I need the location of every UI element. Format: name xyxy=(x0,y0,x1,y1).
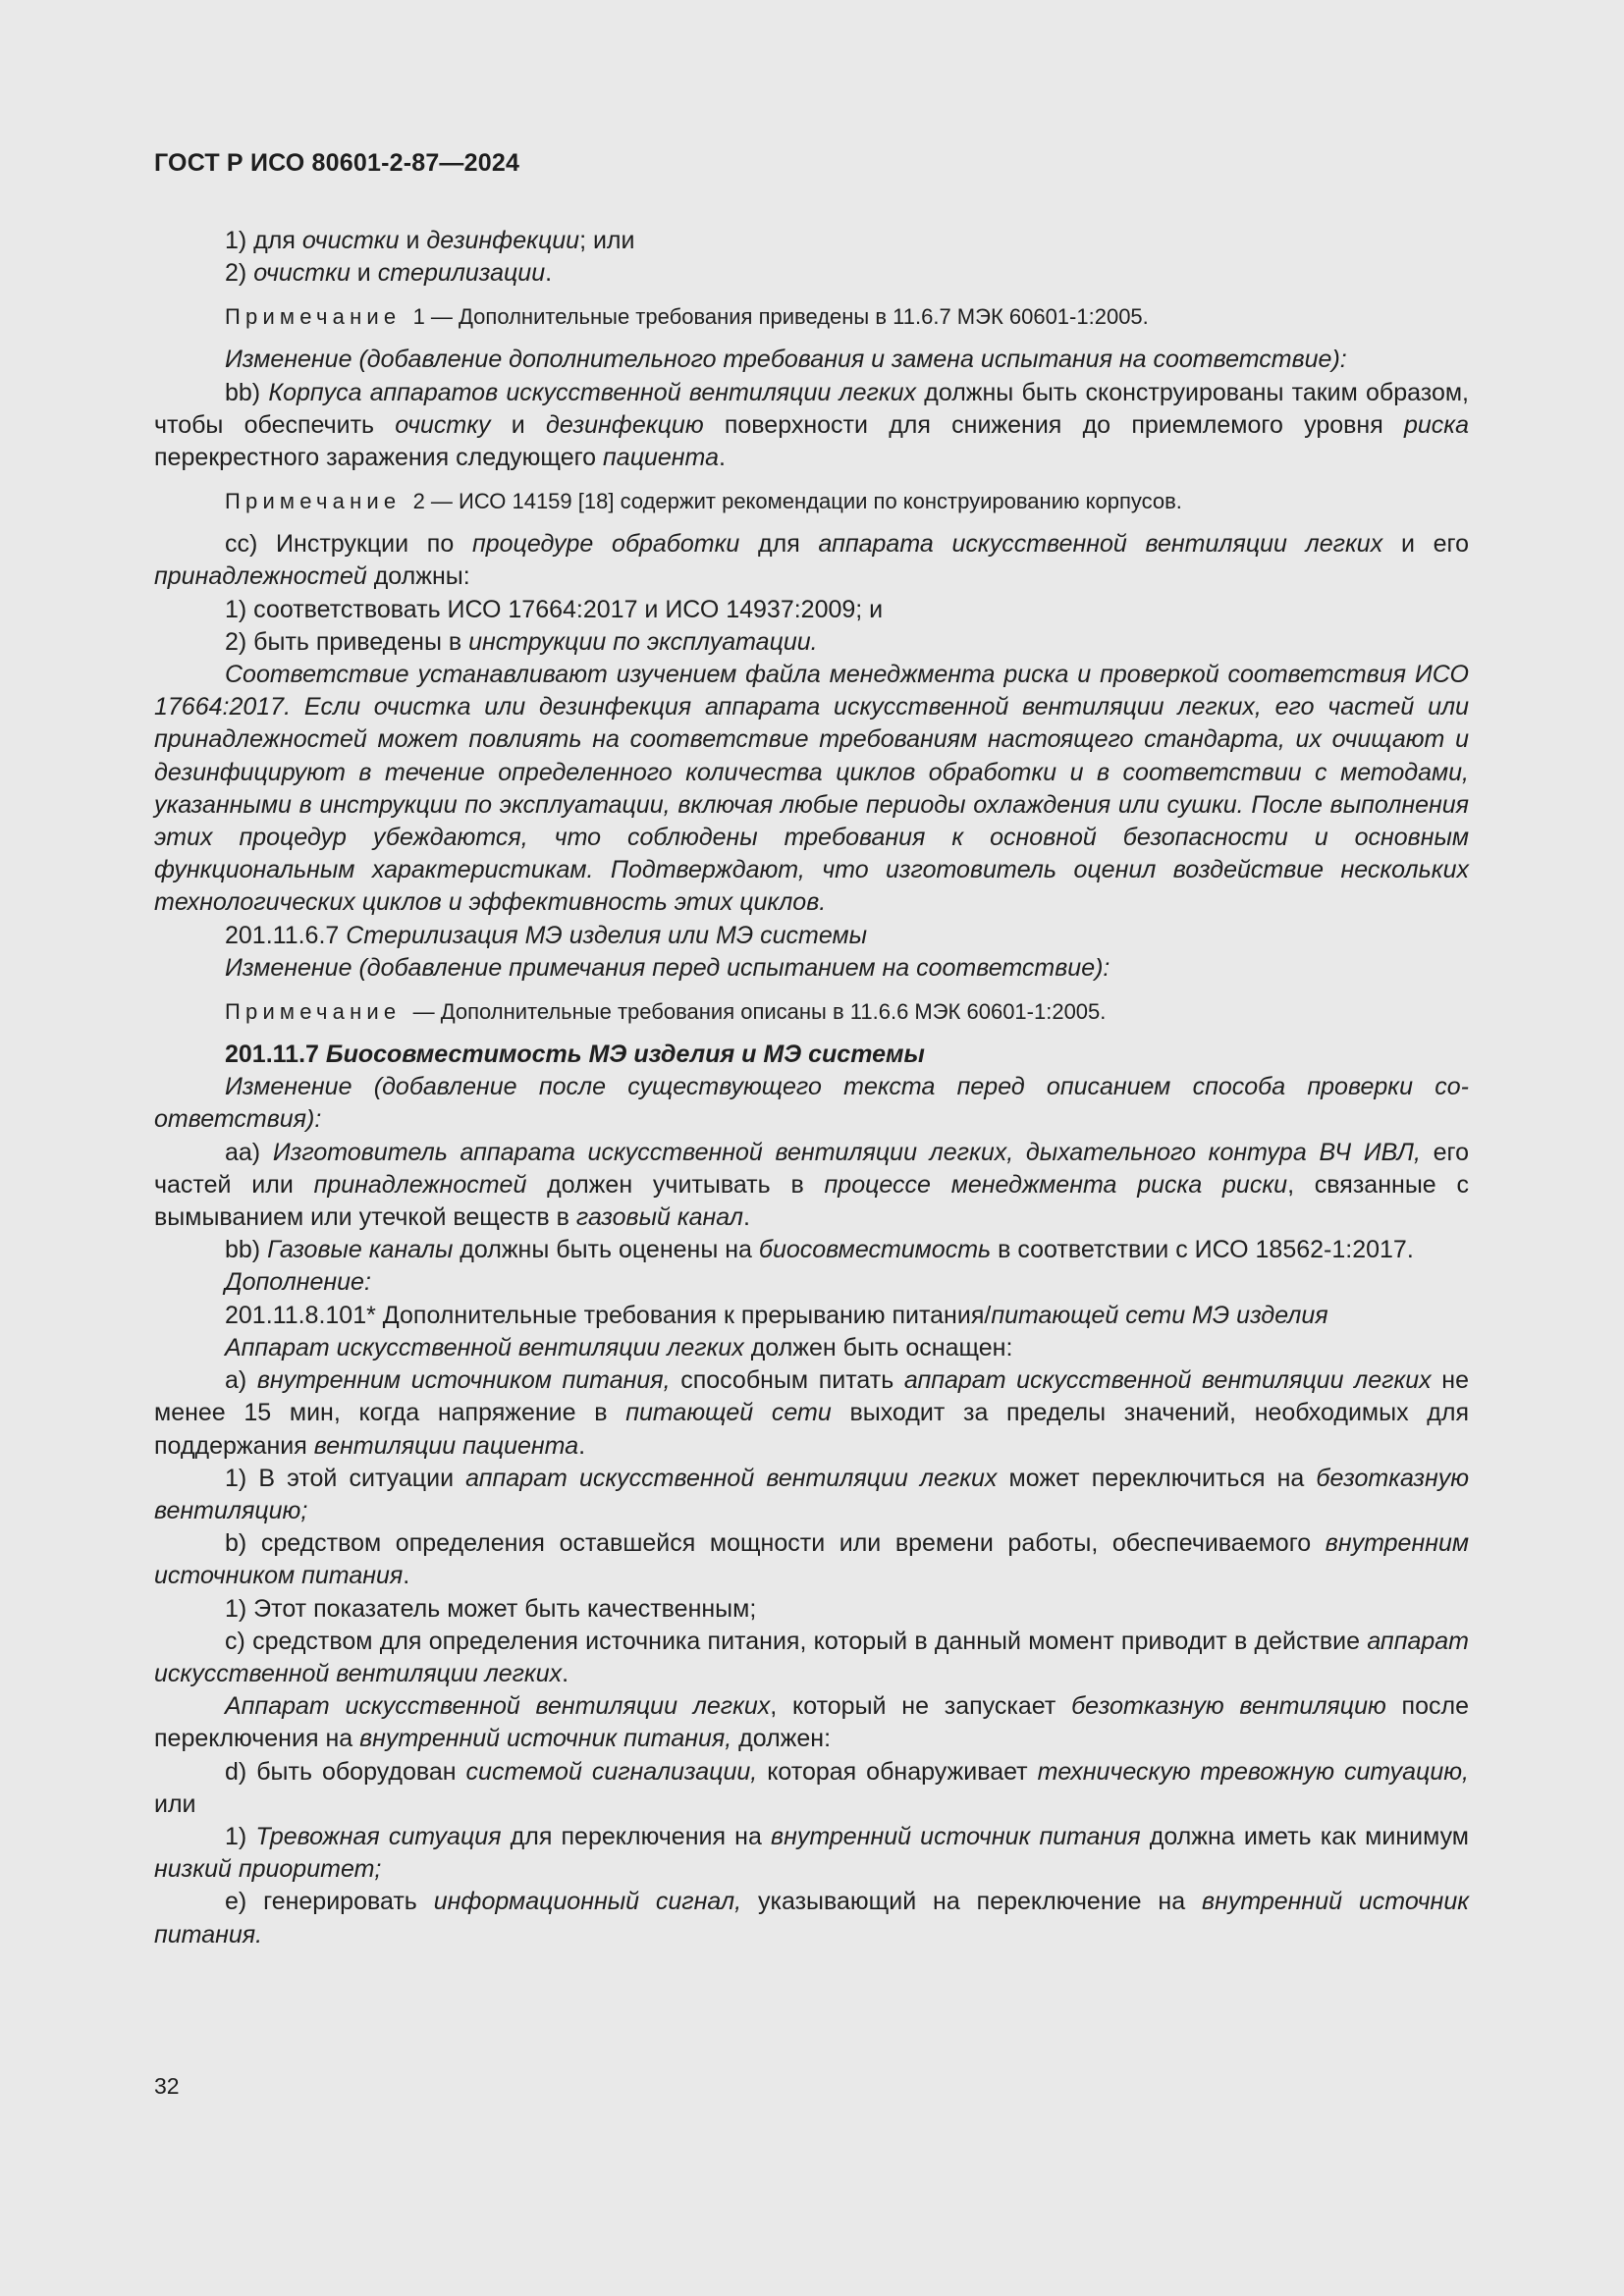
text-run: bb) xyxy=(225,1236,268,1264)
note-label: Примечание xyxy=(225,304,402,330)
document-header: ГОСТ Р ИСО 80601-2-87—2024 xyxy=(154,149,520,177)
italic-term: аппарат искусственной вентиляции легких xyxy=(154,1627,1469,1687)
italic-term: аппарат искусственной вентиляции легких xyxy=(903,1366,1432,1395)
text-run: его частей или xyxy=(154,1138,1469,1199)
text-run: для переключения на xyxy=(501,1822,772,1850)
italic-term: Стерилизация МЭ изделия или МЭ системы xyxy=(346,921,868,949)
italic-term: принадлежностей xyxy=(154,562,367,591)
italic-term: дезинфекции xyxy=(426,227,580,254)
italic-term: инструкции по эксплуатации. xyxy=(468,627,818,656)
italic-term: Тревожная ситуация xyxy=(255,1822,502,1850)
italic-term: Аппарат искусственной вентиляции легких xyxy=(225,1692,771,1721)
text-run: в соответствии с ИСО 18562-1:2017. xyxy=(991,1236,1414,1264)
amendment-line xyxy=(154,344,1469,376)
italic-term: газовый канал xyxy=(575,1203,744,1232)
note-text: — Дополнительные требования описаны в 11.6.6 МЭК 60601-1:2005. xyxy=(412,999,1107,1025)
italic-term: Аппарат искусственной вентиляции легких xyxy=(225,1333,744,1362)
note-text: 2 — ИСО 14159 [18] содержит рекомендации по конструированию корпусов. xyxy=(412,489,1182,514)
italic-term: процедуре обработки xyxy=(471,530,740,559)
page-body xyxy=(154,225,1469,1951)
text-run: . xyxy=(562,1659,569,1687)
italic-term: Газовые каналы xyxy=(267,1236,454,1264)
text-run: 2) xyxy=(225,259,254,288)
italic-term: внутренний источник питания, xyxy=(359,1725,732,1753)
italic-term: внутренний источник питания. xyxy=(154,1888,1470,1949)
text-run: может переключиться на xyxy=(997,1464,1317,1492)
text-run: и xyxy=(350,259,378,288)
text-run: , связанные с вымыванием или утечкой веществ в xyxy=(154,1170,1469,1232)
text-run: . xyxy=(578,1431,586,1460)
text-run: должна иметь как минимум xyxy=(1140,1822,1469,1850)
text-run: . xyxy=(545,259,553,288)
text-run: d) быть оборудован xyxy=(225,1757,466,1786)
text-run: и xyxy=(399,227,427,254)
paragraph xyxy=(154,1821,1469,1886)
text-run: 1) Этот показатель может быть качественным; xyxy=(225,1594,757,1623)
italic-term: стерилизации xyxy=(377,259,546,288)
text-run: перекрестного заражения следующего xyxy=(154,444,604,472)
italic-term: Соответствие устанавливают изучением файла менеджмента риска и проверкой соответствия ИСО 17664:2017. Если очистка или дезинфекция аппарата искусственной вентиляции легких, его частей или принадлежностей может повлиять на соответствие требованиям настоящего стандарта, их очищают и дезинфицируют в течение определенного количества циклов обработки и в соответствии с методами, указанными в инструкции по эксплуатации, включая любые периоды охлаждения или сушки. После выполнения этих процедур убеждаются, что соблюдены требования к основной безопасности и основным функциональным характеристикам. Подтверждают, что изготовитель оценил воздействие нескольких технологических циклов и эффективность этих циклов. xyxy=(154,661,1469,917)
italic-term: аппарата искусственной вентиляции легких xyxy=(818,530,1383,559)
text-run: ; или xyxy=(579,227,635,254)
section-title xyxy=(154,920,1469,952)
text-run: 1) для xyxy=(225,227,302,254)
text-run: e) генерировать xyxy=(225,1888,434,1916)
text-run: 1) xyxy=(225,1822,256,1850)
note xyxy=(154,302,1469,332)
italic-term: питающей сети xyxy=(625,1399,832,1427)
italic-term: Дополнение: xyxy=(225,1268,371,1297)
text-run: должен быть оснащен: xyxy=(743,1333,1013,1362)
section-title xyxy=(154,1300,1469,1332)
amendment-line xyxy=(154,1071,1469,1136)
italic-term: риска xyxy=(1404,410,1470,439)
text-run: . xyxy=(719,444,726,472)
paragraph xyxy=(154,1756,1469,1821)
note-text: 1 — Дополнительные требования приведены в 11.6.7 МЭК 60601-1:2005. xyxy=(412,304,1149,330)
italic-term: системой сигнализации, xyxy=(465,1757,758,1786)
italic-term: внутренним источником питания xyxy=(154,1529,1469,1590)
italic-term: Корпуса аппаратов искусственной вентиляции легких xyxy=(268,378,917,406)
italic-term: внутренний источник питания xyxy=(771,1822,1141,1850)
italic-term: дезинфекцию xyxy=(546,410,704,439)
text-run: и xyxy=(490,410,547,439)
list-item xyxy=(154,594,1469,626)
text-run: . xyxy=(403,1562,410,1590)
text-run: не менее 15 мин, когда напряжение в xyxy=(154,1366,1469,1427)
text-run: должны быть сконструированы таким образом, чтобы обеспечить xyxy=(154,378,1469,439)
italic-term: низкий приоритет; xyxy=(154,1855,382,1884)
paragraph xyxy=(154,1234,1469,1266)
paragraph xyxy=(154,1527,1469,1592)
paragraph xyxy=(154,1137,1469,1235)
text-run: которая обнаруживает xyxy=(757,1757,1038,1786)
italic-term: питающей сети МЭ изделия xyxy=(991,1301,1328,1329)
italic-term: принадлежностей xyxy=(313,1170,527,1199)
paragraph xyxy=(154,1463,1469,1527)
italic-term: информационный сигнал, xyxy=(433,1888,742,1916)
italic-term: внутренним источником питания, xyxy=(256,1366,671,1395)
text-run: должен учитывать в xyxy=(526,1170,825,1199)
text-run: выходит за пределы значений, необходимых для поддержания xyxy=(154,1399,1469,1460)
italic-term: безотказную вентиляцию; xyxy=(154,1464,1470,1524)
italic-term: техническую тревожную ситуацию, xyxy=(1037,1757,1470,1786)
italic-term: Биосовместимость МЭ изделия и МЭ системы xyxy=(325,1041,925,1069)
italic-term: Изменение (добавление примечания перед испытанием на соответствие): xyxy=(225,953,1110,982)
text-run: способным питать xyxy=(670,1366,904,1395)
paragraph xyxy=(154,377,1469,475)
italic-term: пациента xyxy=(603,444,719,472)
italic-term: безотказную вентиляцию xyxy=(1071,1692,1386,1721)
compliance-paragraph xyxy=(154,659,1469,920)
text-run: аа) xyxy=(225,1138,273,1166)
note xyxy=(154,997,1469,1027)
italic-term: биосовместимость xyxy=(758,1236,992,1264)
section-heading xyxy=(154,1039,1469,1071)
paragraph xyxy=(154,1886,1469,1950)
italic-term: аппарат искусственной вентиляции легких xyxy=(465,1464,998,1492)
list-item xyxy=(154,257,1469,290)
note-label: Примечание xyxy=(225,489,402,514)
italic-term: вентиляции пациента xyxy=(313,1431,579,1460)
text-run: 2) быть приведены в xyxy=(225,627,469,656)
note-label: Примечание xyxy=(225,999,402,1025)
text-run: указывающий на переключение на xyxy=(741,1888,1203,1916)
text-run: b) средством определения оставшейся мощности или времени работы, обеспечиваемого xyxy=(225,1529,1326,1558)
list-item xyxy=(154,626,1469,659)
text-run: поверхности для снижения до приемлемого уровня xyxy=(703,410,1404,439)
paragraph xyxy=(154,1332,1469,1364)
page-number: 32 xyxy=(154,2073,180,2099)
text-run: 201.11.8.101* Дополнительные требования к прерыванию питания/ xyxy=(225,1301,992,1329)
italic-term: Изменение (добавление дополнительного требования и замена испытания на соответствие): xyxy=(225,346,1347,374)
amendment-line xyxy=(154,952,1469,985)
paragraph xyxy=(154,528,1469,593)
text-run: a) xyxy=(225,1366,257,1395)
text-run: после переключения на xyxy=(154,1692,1469,1753)
text-run: 1) соответствовать ИСО 17664:2017 и ИСО 14937:2009; и xyxy=(225,595,884,623)
italic-term: Изготовитель аппарата искусственной вентиляции легких, дыхательного контура ВЧ ИВЛ, xyxy=(272,1138,1421,1166)
italic-term: Изменение (добавление после существующего текста перед описанием способа проверки соответствия): xyxy=(154,1073,1469,1134)
italic-term: очистки xyxy=(253,259,351,288)
text-run: . xyxy=(743,1203,750,1232)
text-run: 1) В этой ситуации xyxy=(225,1464,466,1492)
text-run: cc) Инструкции по xyxy=(225,530,472,559)
italic-term: очистки xyxy=(301,227,400,254)
italic-term: очистку xyxy=(395,410,491,439)
text-run: и его xyxy=(1382,530,1470,559)
note xyxy=(154,487,1469,516)
list-item xyxy=(154,225,1469,257)
text-run: 201.11.7 xyxy=(225,1041,326,1069)
text-run: , который не запускает xyxy=(770,1692,1072,1721)
paragraph xyxy=(154,1626,1469,1690)
text-run: или xyxy=(154,1789,196,1818)
amendment-line xyxy=(154,1266,1469,1299)
text-run: должен: xyxy=(731,1725,832,1753)
list-item xyxy=(154,1593,1469,1626)
paragraph xyxy=(154,1364,1469,1463)
paragraph xyxy=(154,1690,1469,1755)
italic-term: процессе менеджмента риска риски xyxy=(824,1170,1288,1199)
text-run: c) средством для определения источника питания, который в данный момент приводит в действие xyxy=(225,1627,1368,1655)
text-run: bb) xyxy=(225,378,269,406)
text-run: должны быть оценены на xyxy=(453,1236,759,1264)
text-run: для xyxy=(739,530,819,559)
text-run: 201.11.6.7 xyxy=(225,921,347,949)
text-run: должны: xyxy=(366,562,470,591)
